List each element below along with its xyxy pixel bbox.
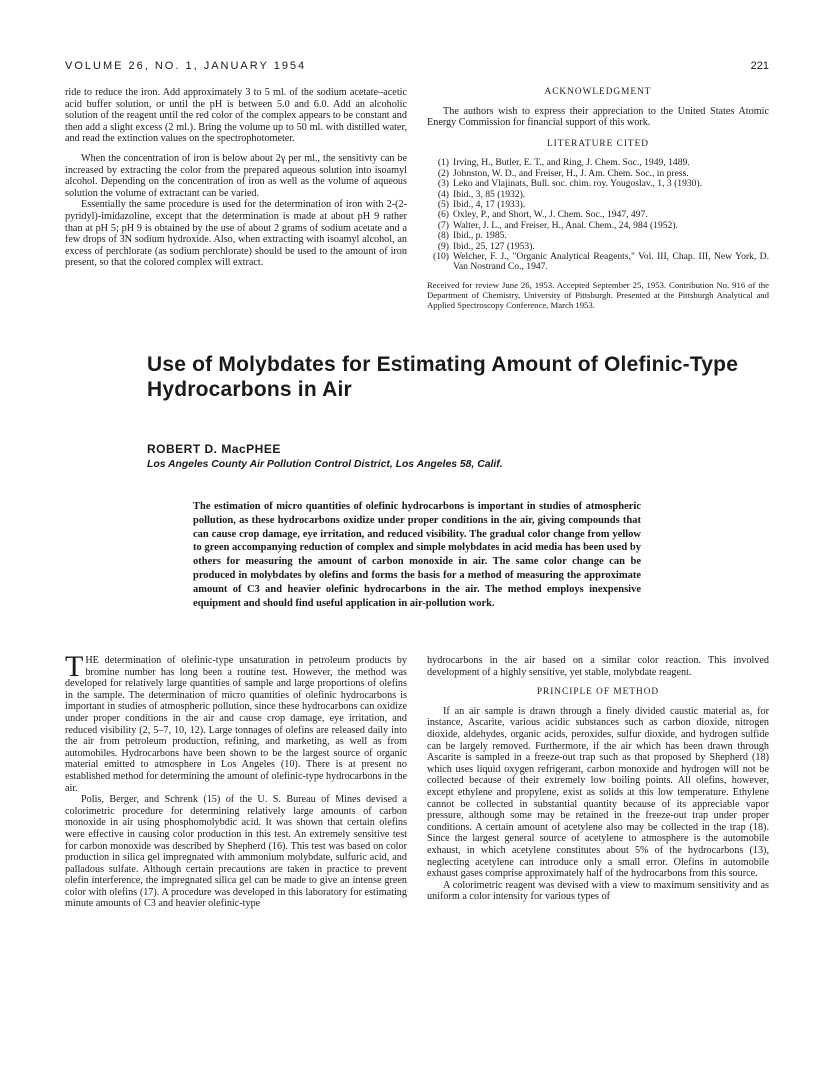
paragraph: [65, 650, 407, 794]
reference-number: (7): [437, 219, 449, 231]
reference-text: Ibid., 3, 85 (1932).: [453, 188, 526, 200]
reference-text: Walter, J. L., and Freiser, H., Anal. Chem., 24, 984 (1952).: [453, 219, 678, 231]
page-number: 221: [750, 60, 769, 72]
author-affiliation: Los Angeles County Air Pollution Control District, Los Angeles 58, Calif.: [147, 459, 503, 470]
body-left-column: [65, 650, 407, 910]
reference-number: (2): [437, 167, 449, 179]
reference-number: (5): [437, 199, 449, 210]
body-right-column: [427, 655, 769, 903]
reference-text: Oxley, P., and Short, W., J. Chem. Soc., 1947, 497.: [453, 209, 648, 221]
top-right-column: [427, 87, 769, 310]
reference-number: (3): [437, 178, 449, 190]
reference-number: (8): [437, 230, 449, 242]
reference-text: Leko and Vlajinats, Bull. soc. chim. roy. Yougoslav., 1, 3 (1930).: [453, 178, 703, 190]
reference-text: Ibid., p. 1985.: [453, 230, 507, 242]
acknowledgment-heading: ACKNOWLEDGMENT: [544, 87, 652, 97]
journal-volume-line: VOLUME 26, NO. 1, JANUARY 1954: [65, 60, 307, 72]
article-title: Use of Molybdates for Estimating Amount of Olefinic-Type Hydrocarbons in Air: [147, 353, 739, 401]
reference-number: (10): [433, 251, 449, 263]
author-name: ROBERT D. MacPHEE: [147, 442, 281, 456]
reference-list: [427, 158, 769, 272]
received-note: Received for review June 26, 1953. Accepted September 25, 1953. Contribution No. 916 of the Department of Chemistry, University of Pittsburgh. Presented at the Pittsburgh Analytical and Applied Spectroscopy Conference, March 1953.: [427, 279, 769, 310]
running-head: [65, 60, 769, 76]
paragraph: Polis, Berger, and Schrenk (15) of the U. S. Bureau of Mines devised a colorimetric procedure for determining relatively large amounts of carbon monoxide in air using phosphomolybdic acid. It was shown that certain olefins were effective in causing color production in this test. An extremely sensitive test for carbon monoxide was described by Shepherd (16). This test was based on color production in silica gel impregnated with ammonium molybdate, sulfuric acid, and palladous sulfate. Although certain precautions are taken in practice to prevent olefin interference, the impregnated silica gel can be made to give an intense green color with olefins (17). A procedure was developed in this laboratory for estimating minute amounts of C3 and heavier olefinic-type: [65, 794, 407, 910]
reference-text: Welcher, F. J., "Organic Analytical Reagents," Vol. III, Chap. III, New York, D. Van Nostrand Co., 1947.: [453, 251, 769, 273]
paragraph: A colorimetric reagent was devised with a view to maximum sensitivity and as uniform a color intensity for various types of: [427, 879, 769, 903]
reference-number: (9): [437, 240, 449, 252]
paragraph: hydrocarbons in the air based on a similar color reaction. This involved development of a highly sensitive, yet stable, molybdate reagent.: [427, 655, 769, 678]
section-heading: PRINCIPLE OF METHOD: [536, 687, 660, 698]
reference-number: (1): [437, 157, 449, 169]
paragraph: If an air sample is drawn through a finely divided caustic material as, for instance, Ascarite, various acidic substances such as carbon dioxide, nitrogen dioxide, aldehydes, organic acids, peroxides, sulfur dioxide, and hydrogen sulfide can be largely removed. Furthermore, if the air which has been drawn through Ascarite is sampled in a freeze-out trap such as that proposed by Shepherd (18) which uses liquid oxygen refrigerant, carbon monoxide and hydrogen will not be collected because of their extremely low boiling points. All olefins, however, except ethylene and propylene, exist as solids at this low temperature. Ethylene cannot be collected in substantial quantity because of its appreciable vapor pressure, although some may be retained in the freeze-out trap under proper conditions. A certain amount of acetylene also may be collected in the trap (18). Since the largest general source of acetylene to atmosphere is the automobile exhaust, in which acetylene constitutes about 5% of the hydrocarbons (13), neglecting acetylene can introduce only a small error. Olefins in automobile exhaust gases comprise approximately half of the hydrocarbons from this source.: [427, 705, 769, 880]
reference-text: Johnston, W. D., and Freiser, H., J. Am. Chem. Soc., in press.: [453, 167, 689, 179]
reference-text: Irving, H., Butler, E. T., and Ring, J. Chem. Soc., 1949, 1489.: [453, 157, 690, 169]
paragraph-text: HE determination of olefinic-type unsaturation in petroleum products by bromine number has long been a routine test. However, the method was developed for relatively large quantities of sample and large proportions of olefins in the sample. The determination of micro quantities of olefinic hydrocarbons is important in studies of atmospheric pollution, since these hydrocarbons can oxidize under proper conditions in the air and cause crop damage, eye irritation, and reduced visibility (2, 5–7, 10, 12). Large tonnages of olefins are released daily into the air from petroleum production, refining, and marketing, as well as from automobiles. Hydrocarbons have been shown to be the largest source of organic material emitted to atmosphere in Los Angeles (10). There is at present no established method for determining the amount of olefinic-type hydrocarbons in the air.: [65, 655, 407, 794]
paragraph: ride to reduce the iron. Add approximately 3 to 5 ml. of the sodium acetate–acetic acid buffer solution, or until the pH is between 5.0 and 6.0. Add an alcoholic solution of the reagent until the red color of the complex appears to be constant and then add a slight excess (2 ml.). Bring the volume up to 50 ml. with distilled water, and read the extinction values on the spectrophotometer.: [65, 87, 407, 145]
reference-item: [427, 252, 769, 273]
paragraph: When the concentration of iron is below about 2γ per ml., the sensitivty can be increased by extracting the color from the prepared aqueous solution into isoamyl alcohol. Depending on the concentration of iron as well as the volume of aqueous solution the volume of extractant can be varied.: [65, 152, 407, 199]
reference-text: Ibid., 4, 17 (1933).: [453, 199, 526, 210]
top-left-column: [65, 87, 407, 269]
reference-text: Ibid., 25, 127 (1953).: [453, 240, 535, 252]
abstract: The estimation of micro quantities of olefinic hydrocarbons is important in studies of atmospheric pollution, as these hydrocarbons oxidize under proper conditions in the air, giving compounds that can cause crop damage, eye irritation, and reduced visibility. The gradual color change from yellow to green accompanying reduction of complex and simple molybdates in acid media has been used by others for measuring the amount of carbon monoxide in air. The same color change can be produced in molybdates by olefins and forms the basis for a method of measuring the approximate amount of C3 and heavier olefinic hydrocarbons in the air. The method employs inexpensive equipment and should find useful application in air-pollution work.: [193, 501, 641, 609]
reference-number: (4): [437, 188, 449, 200]
reference-number: (6): [437, 209, 449, 221]
literature-cited-heading: LITERATURE CITED: [547, 138, 649, 149]
paragraph: Essentially the same procedure is used for the determination of iron with 2-(2-pyridyl)-imidazoline, except that the determination is made at about pH 9 rather than at pH 5; pH 9 is obtained by the use of about 2 grams of sodium acetate and a few drops of 3N sodium hydroxide. Also, when extracting with isoamyl alcohol, an excess of perchlorate (as sodium perchlorate) should be used to the amount of iron present, so that the colored complex will extract.: [65, 199, 407, 269]
drop-cap: T: [65, 650, 84, 683]
acknowledgment-text: The authors wish to express their appreciation to the United States Atomic Energy Commission for financial support of this work.: [427, 105, 769, 129]
